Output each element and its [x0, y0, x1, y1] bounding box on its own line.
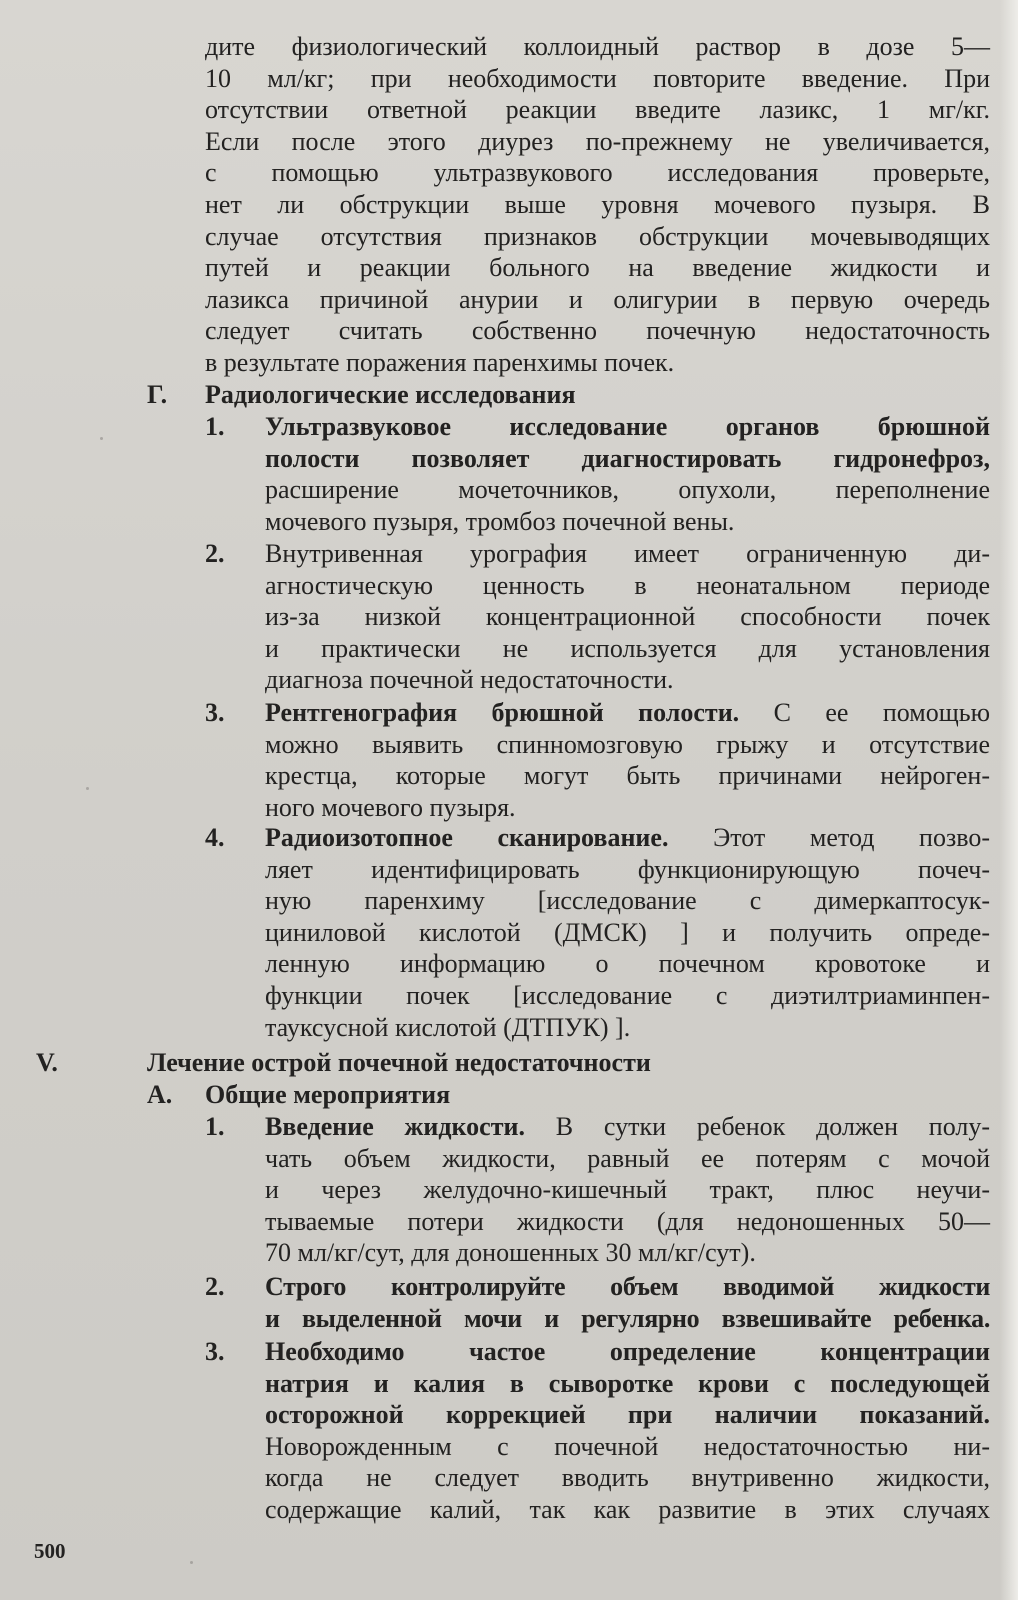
item-number: 3. — [205, 698, 225, 727]
item-number: 1. — [205, 1112, 225, 1141]
text-line: ного мочевого пузыря. — [265, 792, 516, 822]
list-item — [265, 1111, 990, 1269]
text-line: тауксусной кислотой (ДТПУК) ]. — [265, 1012, 631, 1042]
paper-speck — [190, 1561, 193, 1564]
item-number: 4. — [205, 823, 225, 852]
text-line: осторожной коррекцией при наличии показаний. — [265, 1400, 990, 1430]
text-line: мочевого пузыря, тромбоз почечной вены. — [265, 506, 735, 536]
list-item — [265, 538, 990, 696]
text-line: Внутривенная урография имеет ограниченную ди- — [265, 539, 990, 568]
list-item — [265, 1336, 990, 1526]
text-line — [265, 443, 990, 475]
text-line: дите физиологический коллоидный раствор в дозе 5— — [205, 32, 990, 61]
item-number: 2. — [205, 1272, 225, 1301]
text-line: Если после этого диурез по-прежнему не увеличивается, — [205, 126, 990, 156]
text-line: ленную информацию о почечном кровотоке и — [265, 949, 990, 979]
item-head: Рентгенография брюшной полости. — [265, 698, 740, 727]
text-line: Необходимо частое определение концентрации — [265, 1337, 990, 1366]
text-span: С ее помощью — [773, 698, 990, 727]
section-heading: Общие мероприятия — [205, 1080, 451, 1109]
text-line: из-за низкой концентрационной способности почек — [265, 602, 990, 632]
text-line: путей и реакции больного на введение жидкости и — [205, 253, 990, 283]
item-head: полости позволяет диагностировать гидронефроз, — [265, 443, 990, 473]
list-item — [265, 822, 990, 1043]
text-line: Строго контролируйте объем вводимой жидкости — [265, 1272, 990, 1301]
text-line: и практически не используется для установления — [265, 633, 990, 663]
text-line: отсутствии ответной реакции введите лазикс, 1 мг/кг. — [205, 95, 990, 125]
text-line: следует считать собственно почечную недостаточность — [205, 316, 990, 346]
text-line: 70 мл/кг/сут, для доношенных 30 мл/кг/сут). — [265, 1238, 756, 1268]
text-line: ляет идентифицировать функционирующую почеч- — [265, 854, 990, 884]
text-line: тываемые потери жидкости (для недоношенных 50— — [265, 1206, 990, 1236]
section-heading: Радиологические исследования — [205, 380, 576, 409]
text-line: расширение мочеточников, опухоли, переполнение — [265, 475, 990, 505]
text-line — [265, 1111, 990, 1143]
text-line: содержащие калий, так как развитие в этих случаях — [265, 1494, 990, 1524]
text-line: Новорожденным с почечной недостаточностью ни- — [265, 1431, 990, 1461]
item-number: 3. — [205, 1337, 225, 1366]
text-line — [265, 822, 990, 854]
text-line: когда не следует вводить внутривенно жидкости, — [265, 1463, 990, 1493]
text-line: агностическую ценность в неонатальном периоде — [265, 570, 990, 600]
list-item — [265, 1271, 990, 1334]
text-line: диагноза почечной недостаточности. — [265, 665, 674, 695]
text-line: случае отсутствия признаков обструкции мочевыводящих — [205, 221, 990, 251]
chapter-label: V. — [36, 1048, 58, 1077]
text-line: в результате поражения паренхимы почек. — [205, 347, 675, 377]
text-line: нет ли обструкции выше уровня мочевого пузыря. В — [205, 189, 990, 219]
text-line: натрия и калия в сыворотке крови с последующей — [265, 1368, 990, 1398]
item-number: 2. — [205, 539, 225, 568]
text-line: функции почек [исследование с диэтилтриаминпен- — [265, 980, 990, 1010]
text-line: и выделенной мочи и регулярно взвешивайте ребенка. — [265, 1303, 990, 1333]
text-line: и через желудочно-кишечный тракт, плюс неучи- — [265, 1175, 990, 1205]
text-span: В сутки ребенок должен полу- — [555, 1112, 990, 1141]
page-edge-highlight — [1000, 0, 1018, 1600]
section-label: А. — [147, 1080, 173, 1109]
chapter-heading: Лечение острой почечной недостаточности — [147, 1048, 651, 1077]
intro-paragraph — [205, 31, 990, 379]
item-head: Радиоизотопное сканирование. — [265, 823, 669, 852]
text-line: чать объем жидкости, равный ее потерям с мочой — [265, 1143, 990, 1173]
text-line: лазикса причиной анурии и олигурии в первую очередь — [205, 284, 990, 314]
text-line: 10 мл/кг; при необходимости повторите введение. При — [205, 63, 990, 93]
item-number: 1. — [205, 412, 225, 441]
text-line: ную паренхиму [исследование с димеркаптосук- — [265, 886, 990, 916]
item-head: Введение жидкости. — [265, 1112, 525, 1141]
item-head: Ультразвуковое исследование органов брюшной — [265, 412, 990, 441]
list-item — [265, 697, 990, 823]
paper-speck — [86, 787, 89, 790]
text-line — [265, 697, 990, 729]
list-item — [265, 411, 990, 537]
text-span: Этот метод позво- — [713, 823, 990, 852]
text-line: можно выявить спинномозговую грыжу и отсутствие — [265, 729, 990, 759]
text-line: крестца, которые могут быть причинами нейроген- — [265, 761, 990, 791]
text-line: с помощью ультразвукового исследования проверьте, — [205, 158, 990, 188]
page-number: 500 — [34, 1539, 66, 1563]
text-line: циниловой кислотой (ДМСК) ] и получить опреде- — [265, 917, 990, 947]
section-label: Г. — [147, 380, 168, 409]
paper-speck — [100, 437, 103, 440]
